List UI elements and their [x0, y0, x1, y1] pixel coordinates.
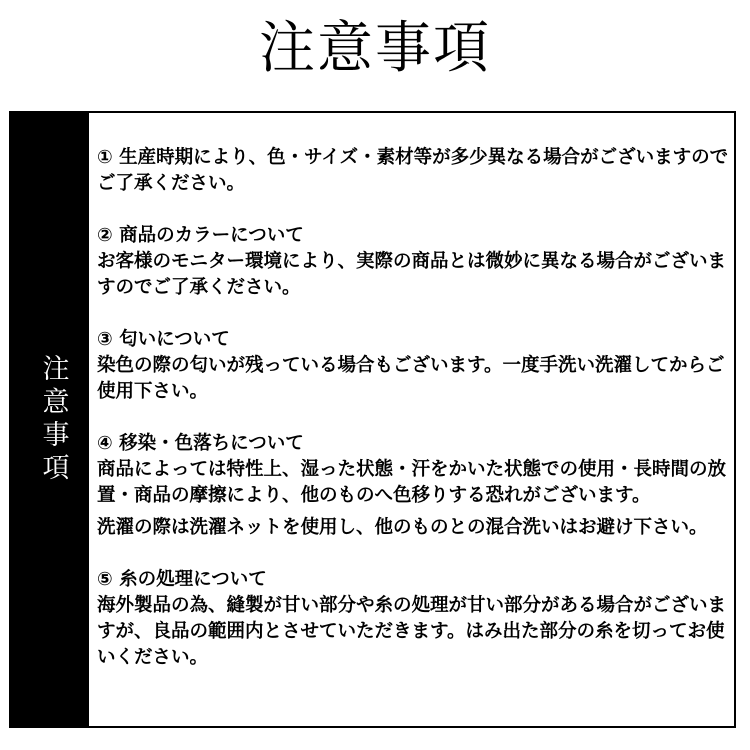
section-paragraph: 海外製品の為、縫製が甘い部分や糸の処理が甘い部分がある場合がございますが、良品の範囲内とさせていただきます。はみ出た部分の糸を切ってお使いください。 [97, 595, 727, 668]
side-label [11, 113, 89, 726]
notice-section-dye-transfer [97, 431, 729, 541]
section-heading: ③ 匂いについて [97, 329, 230, 350]
section-heading: ⑤ 糸の処理について [97, 569, 267, 590]
section-heading: ② 商品のカラーについて [97, 225, 304, 246]
section-paragraph: 染色の際の匂いが残っている場合もございます。一度手洗い洗濯してからご使用下さい。 [97, 355, 725, 402]
notice-box [9, 111, 736, 728]
section-paragraph: 商品によっては特性上、湿った状態・汗をかいた状態での使用・長時間の放置・商品の摩擦により、他のものへ色移りする恐れがございます。 [97, 459, 727, 506]
section-heading: ④ 移染・色落ちについて [97, 433, 304, 454]
section-paragraph: お客様のモニター環境により、実際の商品とは微妙に異なる場合がございますのでご了承ください。 [97, 251, 727, 298]
notice-content [97, 145, 729, 697]
section-paragraph: 洗濯の際は洗濯ネットを使用し、他のものとの混合洗いはお避け下さい。 [97, 517, 708, 538]
notice-section-thread [97, 567, 729, 671]
page-title: 注意事項 [259, 16, 491, 81]
side-label-text: 注意事項 [37, 353, 69, 486]
notice-section-odor [97, 327, 729, 405]
notice-section-color [97, 223, 729, 301]
section-heading: ① 生産時期により、色・サイズ・素材等が多少異なる場合がございますのでご了承ください。 [97, 147, 729, 194]
notice-section-production [97, 145, 729, 197]
